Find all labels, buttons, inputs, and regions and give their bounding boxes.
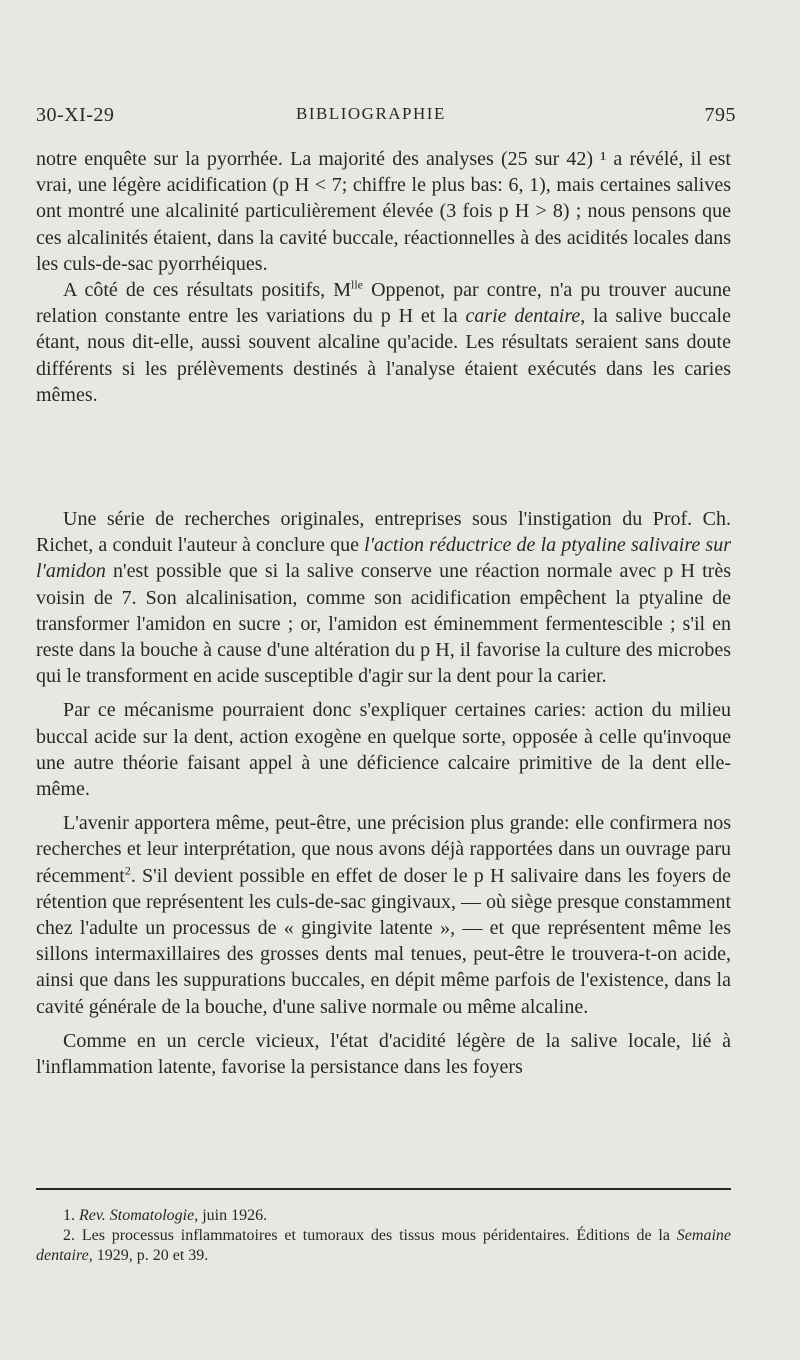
header-date: 30-XI-29 [36, 104, 115, 126]
paragraph: L'avenir apportera même, peut-être, une précision plus grande: elle confirmera nos recherches et leur interprétation, que nous avons déjà rapportées dans un ouvrage paru récemment$^2$. S'il devient possible en effet de doser le p H salivaire dans les foyers de rétention que représentent les culs-de-sac gingivaux, — où siège presque constamment chez l'adulte un processus de « gingivite latente », — et que représentent même les sillons intermaxillaires des grosses dents mal tenues, peut-être le trouvera-t-on acide, ainsi que dans les suppurations buccales, en dépit même parfois de l'existence, dans la cavité générale de la bouche, d'une salive normale ou même alcaline. [36, 812, 731, 1018]
header-title: BIBLIOGRAPHIE [296, 104, 446, 123]
paragraph: Comme en un cercle vicieux, l'état d'acidité légère de la salive locale, lié à l'inflammation latente, favorise la persistance dans les foyers [36, 1029, 731, 1079]
footnote-2: 2. Les processus inflammatoires et tumoraux des tissus mous péridentaires. Éditions de la Semaine dentaire, 1929, p. 20 et 39. [36, 1227, 731, 1264]
text-block-ptyaline [36, 506, 731, 1088]
paragraph: A côté de ces résultats positifs, $M^{lle}$ Oppenot, par contre, n'a pu trouver aucune relation constante entre les variations du p H et la carie dentaire, la salive buccale étant, nous dit-elle, aussi souvent alcaline qu'acide. Les résultats seraient sans doute différents si les prélèvements destinés à l'analyse étaient exécutés dans les caries mêmes. [36, 277, 731, 406]
paragraph: notre enquête sur la pyorrhée. La majorité des analyses (25 sur 42) ¹ a révélé, il est vrai, une légère acidification (p H < 7; chiffre le plus bas: 6, 1), mais certaines salives ont montré une alcalinité particulièrement élevée (3 fois p H > 8) ; nous pensons que ces alcalinités étaient, dans la cavité buccale, réactionnelles à des acidités locales dans les culs-de-sac pyorrhéiques. [36, 148, 731, 275]
paragraph: Par ce mécanisme pourraient donc s'expliquer certaines caries: action du milieu buccal acide sur la dent, action exogène en quelque sorte, opposée à celle qu'invoque une autre théorie faisant appel à une déficience calcaire primitive de la dent elle-même. [36, 699, 731, 801]
footnote-ref: 2 [124, 862, 131, 877]
paragraph: Une série de recherches originales, entreprises sous l'instigation du Prof. Ch. Richet, a conduit l'auteur à conclure que l'action réductrice de la ptyaline salivaire sur l'amidon n'est possible que si la salive conserve une réaction normale avec p H très voisin de 7. Son alcalinisation, comme son acidification empêchent la ptyaline de transformer l'amidon en sucre ; or, l'amidon est éminemment fermentescible ; s'il en reste dans la bouche à cause d'une altération du p H, il favorise la culture des microbes qui le transforment en acide susceptible d'agir sur la dent pour la carier. [36, 508, 731, 688]
footnotes [36, 1206, 731, 1266]
text-block-pyorrhea [36, 146, 731, 408]
page-number: 795 [704, 104, 736, 126]
superscript: lle [351, 277, 364, 292]
footnote-divider [36, 1188, 731, 1190]
italic-phrase: l'action réductrice de la ptyaline salivaire sur l'amidon [36, 534, 731, 583]
italic-term: carie dentaire [465, 305, 581, 328]
footnote-1: 1. Rev. Stomatologie, juin 1926. [63, 1207, 268, 1224]
